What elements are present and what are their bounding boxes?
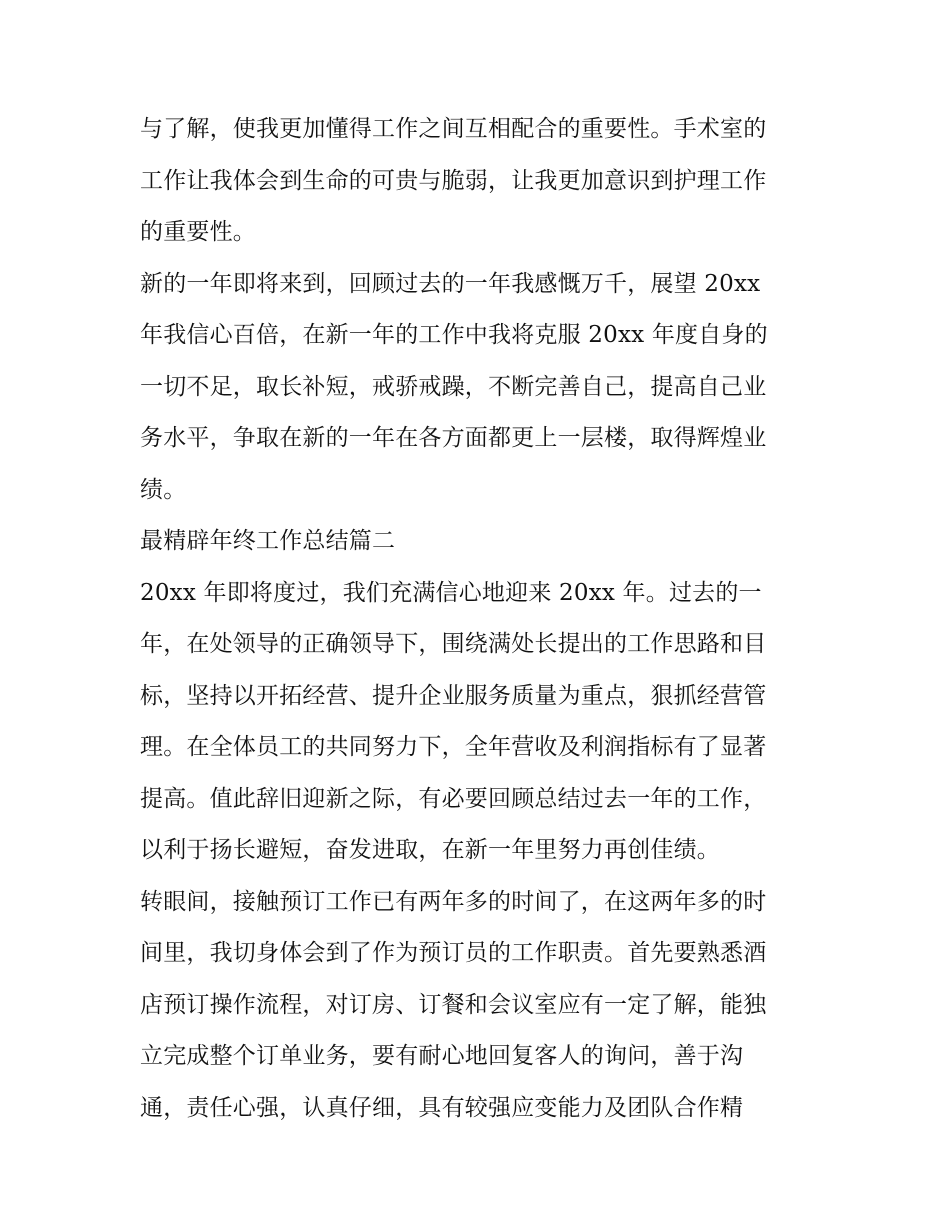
text-line: 立完成整个订单业务，要有耐心地回复客人的询问，善于沟 — [140, 1043, 744, 1069]
text-line: 一切不足，取长补短，戒骄戒躁，不断完善自己，提高自己业 — [140, 373, 767, 400]
text-line: 以利于扬长避短，奋发进取，在新一年里努力再创佳绩。 — [140, 837, 720, 863]
text-line: 绩。 — [140, 476, 187, 503]
text-line: 年我信心百倍，在新一年的工作中我将克服 20xx 年度自身的 — [140, 322, 768, 348]
document-body — [140, 104, 820, 1134]
text-line: 店预订操作流程，对订房、订餐和会议室应有一定了解，能独 — [140, 991, 767, 1018]
text-line: 的重要性。 — [140, 219, 256, 245]
text-line: 理。在全体员工的共同努力下，全年营收及利润指标有了显著 — [140, 734, 767, 760]
text-line: 与了解，使我更加懂得工作之间互相配合的重要性。手术室的 — [140, 116, 767, 142]
text-line: 提高。值此辞旧迎新之际，有必要回顾总结过去一年的工作， — [140, 785, 767, 812]
text-line: 务水平，争取在新的一年在各方面都更上一层楼，取得辉煌业 — [140, 425, 767, 451]
text-line: 转眼间，接触预订工作已有两年多的时间了，在这两年多的时 — [140, 888, 767, 915]
text-line: 新的一年即将来到，回顾过去的一年我感慨万千，展望 20xx — [140, 270, 761, 297]
text-line: 间里，我切身体会到了作为预订员的工作职责。首先要熟悉酒 — [140, 940, 767, 966]
text-line: 标，坚持以开拓经营、提升企业服务质量为重点，狠抓经营管 — [140, 682, 767, 709]
text-line: 通，责任心强，认真仔细，具有较强应变能力及团队合作精 — [140, 1094, 744, 1121]
text-line: 工作让我体会到生命的可贵与脆弱，让我更加意识到护理工作 — [140, 167, 767, 194]
section-heading: 最精辟年终工作总结篇二 — [140, 528, 396, 554]
text-line: 年，在处领导的正确领导下，围绕满处长提出的工作思路和目 — [140, 631, 767, 657]
text-line: 20xx 年即将度过，我们充满信心地迎来 20xx 年。过去的一 — [140, 579, 762, 606]
